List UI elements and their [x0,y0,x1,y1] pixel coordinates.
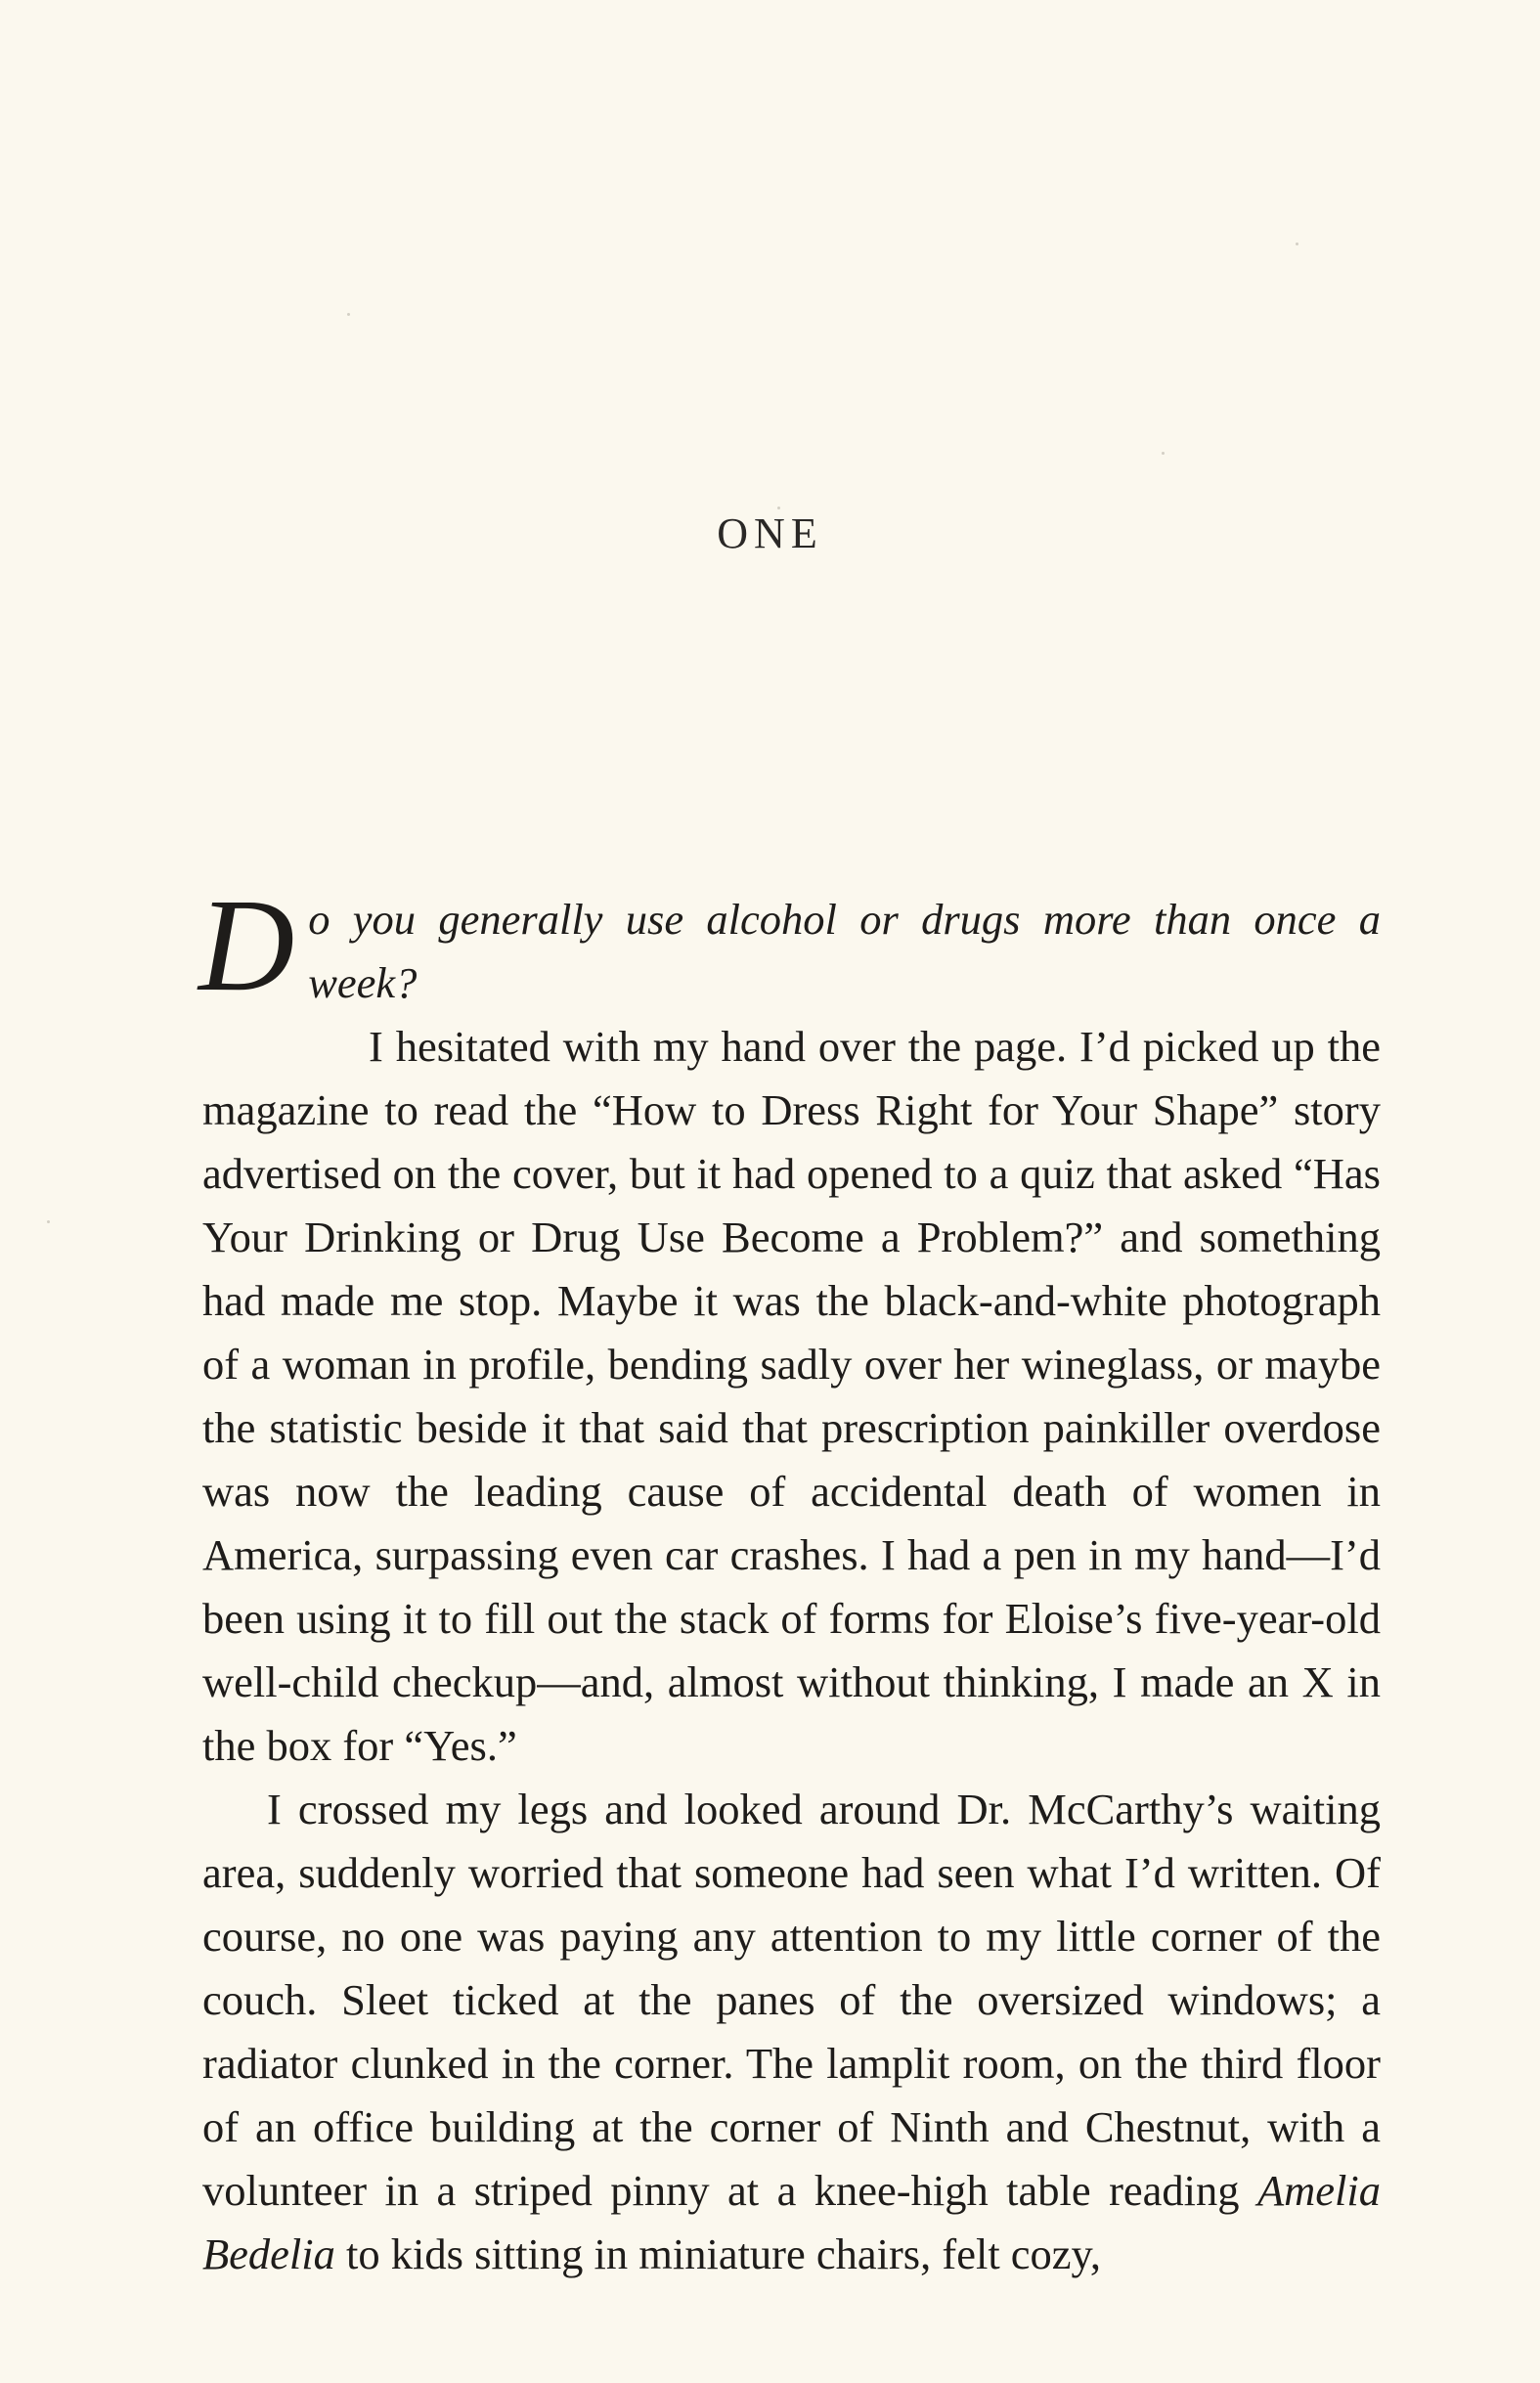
scan-speck [1162,452,1165,455]
paragraph-2-block [202,1778,1381,2286]
drop-cap: D [198,872,295,1019]
opening-paragraph [198,872,1381,1778]
chapter-heading: ONE [717,509,823,557]
paragraph-2-text-start: I crossed my legs and looked around Dr. McCarthy’s waiting area, suddenly worried that someone had seen what I’d written. Of course, no one was paying any attention to my little corner of the couch. Sleet ticked at the panes of the oversized windows; a radiator clunked in the corner. The lamplit room, on the third floor of an office building at the corner of Ninth and Chestnut, with a volunteer in a striped pinny at a knee-high table reading [202,1785,1381,2215]
paragraph-1: I hesitated with my hand over the page. I’d picked up the magazine to read the “How to Dress Right for Your Shape” story advertised on the cover, but it had opened to a quiz that asked “Has Your Drinking or Drug Use Become a Problem?” and something had made me stop. Maybe it was the black-and-white photograph of a woman in profile, bending sadly over her wineglass, or maybe the statistic beside it that said that prescription painkiller overdose was now the leading cause of accidental death of women in America, surpassing even car crashes. I had a pen in my hand—I’d been using it to fill out the stack of forms for Eloise’s five-year-old well-child checkup—and, almost without thinking, I made an X in the box for “Yes.” [202,1022,1381,1770]
paragraph-2 [202,1778,1381,2286]
opening-question: o you generally use alcohol or drugs more than once a week? [308,895,1381,1007]
scan-speck [47,1220,50,1223]
book-title-reference: Amelia Bedelia [202,2166,1381,2278]
scan-speck [347,313,350,316]
paragraph-2-text-end: to kids sitting in miniature chairs, felt cozy, [334,2229,1102,2278]
scan-speck [1296,243,1298,245]
chapter-text [198,872,1381,2286]
